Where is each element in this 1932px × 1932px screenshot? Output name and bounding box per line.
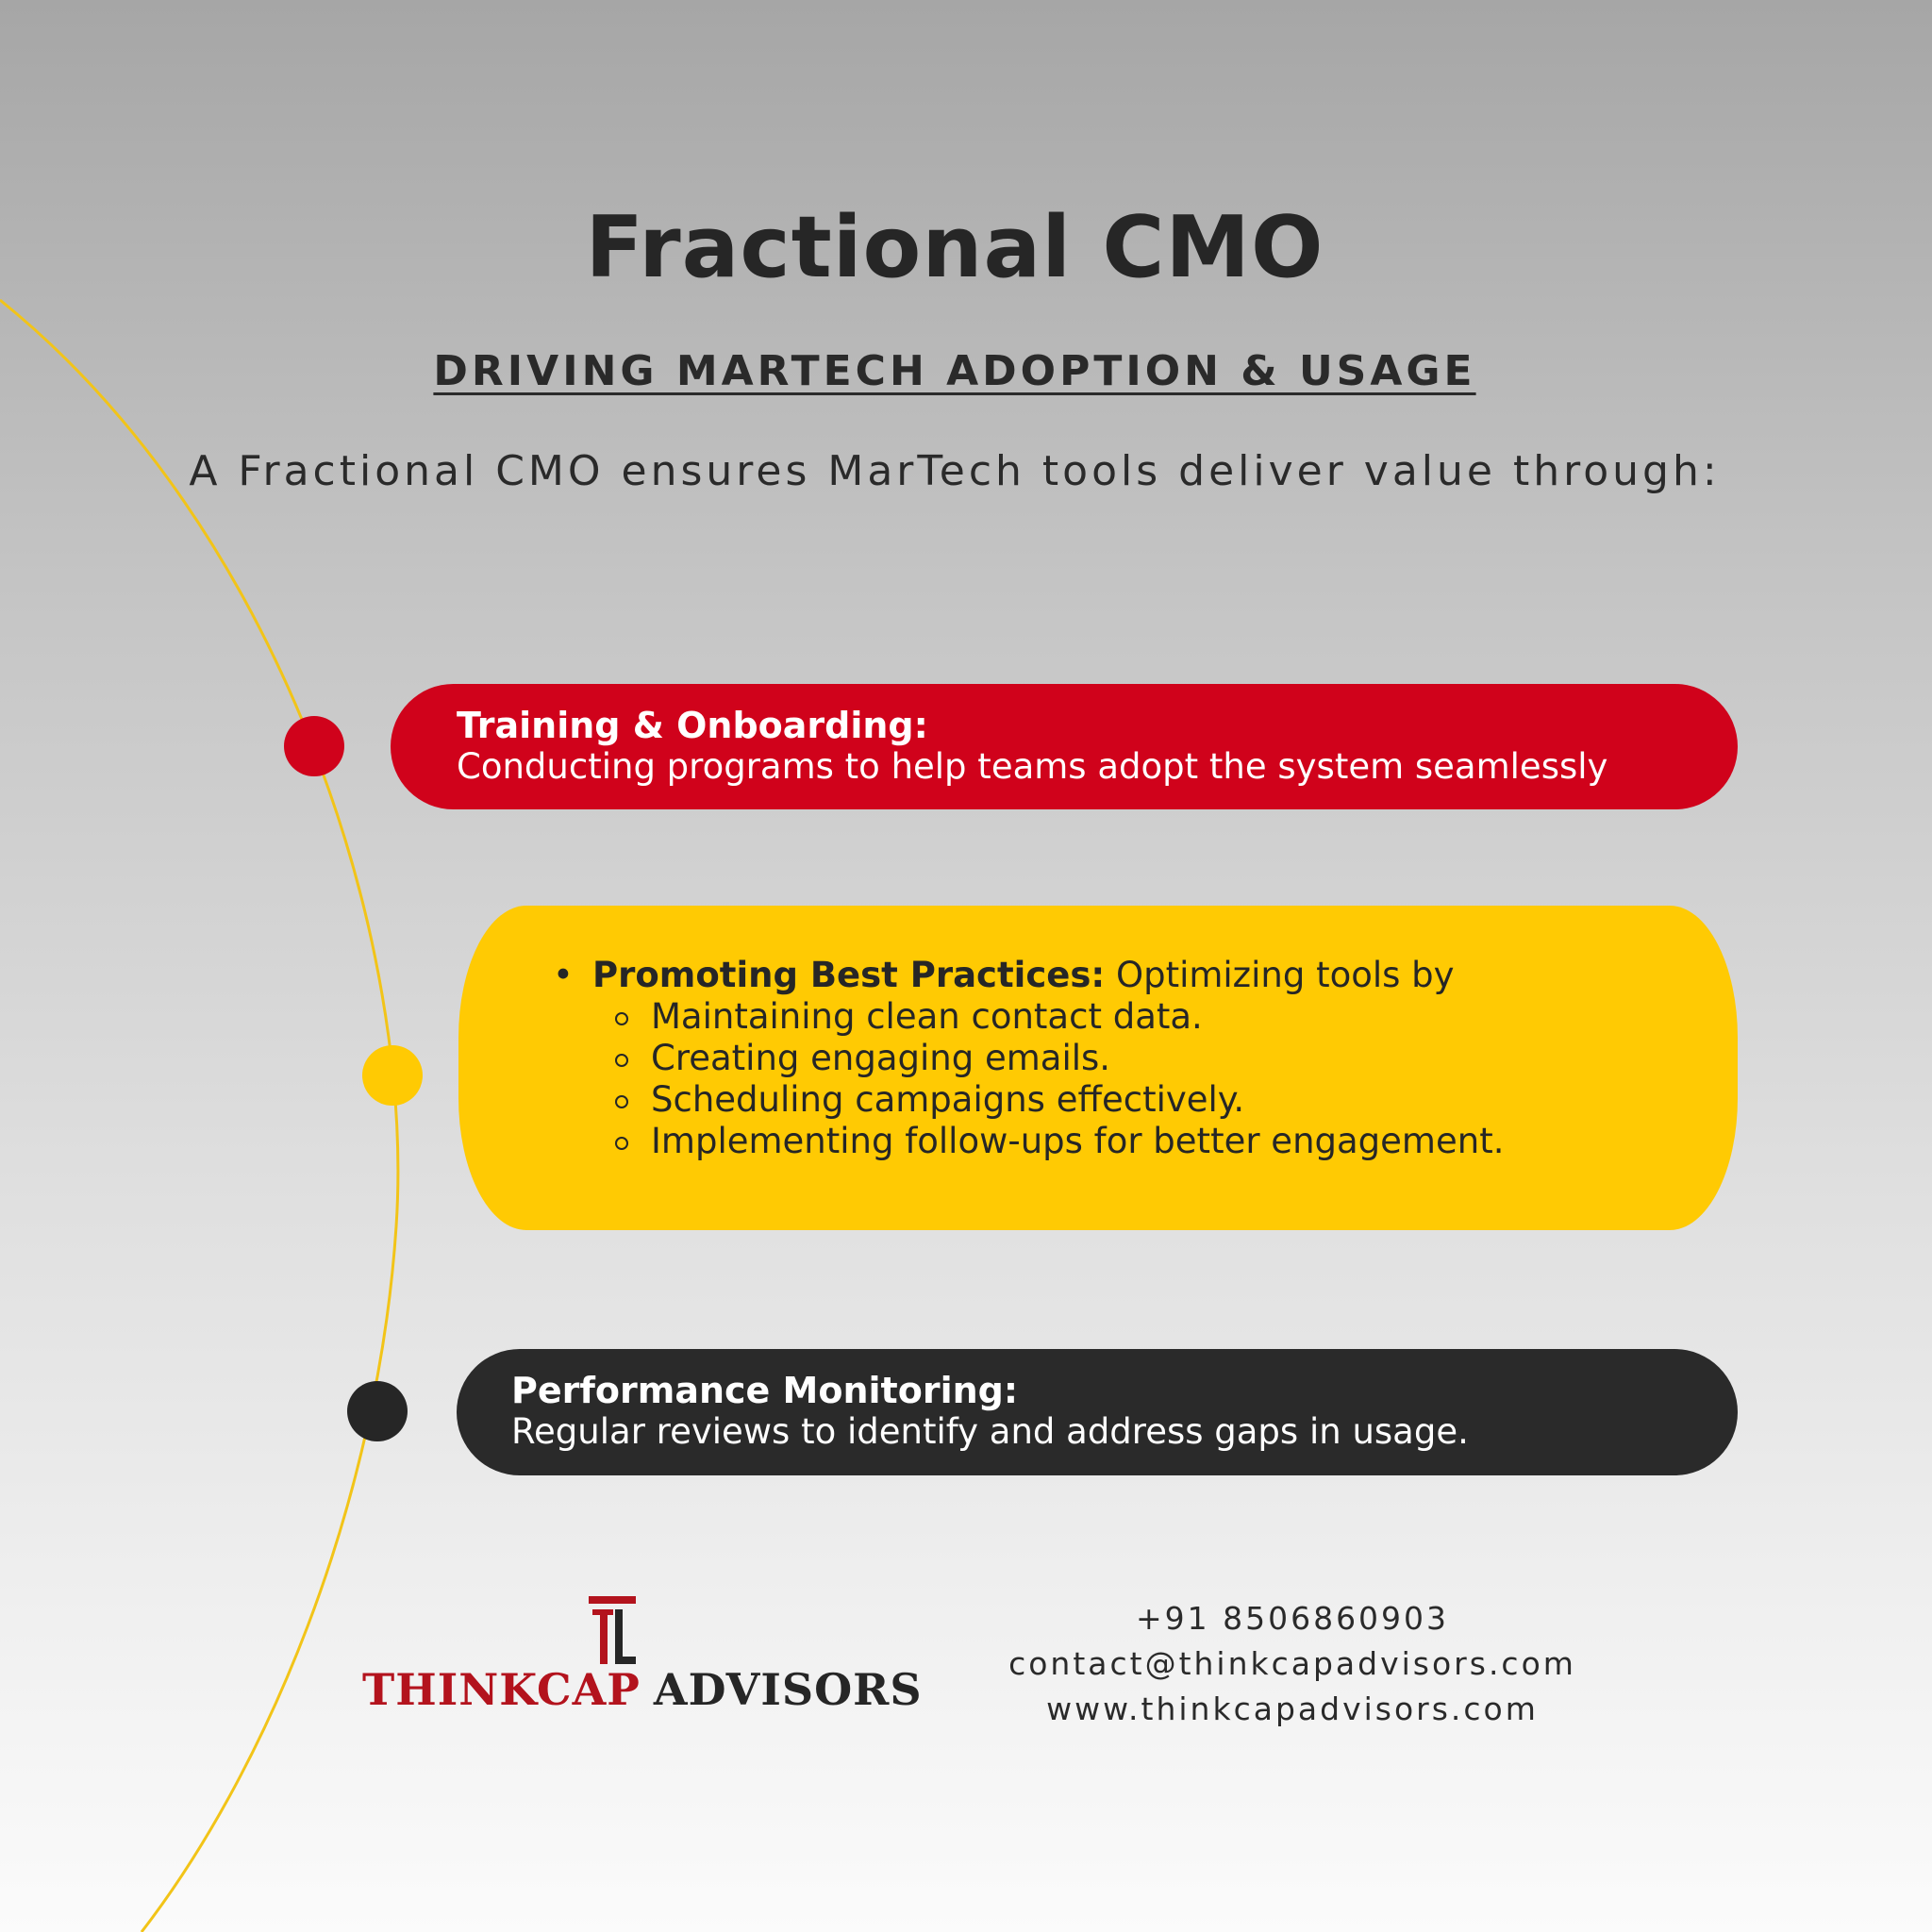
list-item: Scheduling campaigns effectively.	[615, 1079, 1738, 1121]
performance-heading: Performance Monitoring:	[511, 1370, 1019, 1411]
tc-monogram-icon	[589, 1596, 636, 1664]
contact-block	[1000, 1596, 1585, 1732]
training-body: Conducting programs to help teams adopt the system seamlessly	[457, 746, 1608, 787]
list-item: Creating engaging emails.	[615, 1038, 1738, 1079]
best-practices-card	[458, 906, 1738, 1230]
page-title: Fractional CMO	[585, 198, 1324, 297]
intro-text: A Fractional CMO ensures MarTech tools deliver value through:	[189, 447, 1721, 495]
performance-body: Regular reviews to identify and address gaps in usage.	[511, 1411, 1469, 1452]
timeline-dot-dark	[347, 1381, 408, 1441]
contact-website[interactable]: www.thinkcapadvisors.com	[1046, 1690, 1539, 1727]
contact-phone[interactable]: +91 8506860903	[1135, 1600, 1450, 1637]
brand-wordmark	[362, 1664, 923, 1715]
page-subtitle: DRIVING MARTECH ADOPTION & USAGE	[433, 347, 1476, 395]
training-card	[391, 684, 1738, 809]
brand-name-part2: ADVISORS	[653, 1664, 923, 1715]
list-item: Implementing follow-ups for better engagement.	[615, 1121, 1738, 1162]
brand-name-part1: THINKCAP	[362, 1664, 641, 1715]
best-practices-heading: Promoting Best Practices:	[592, 955, 1106, 995]
timeline-dot-red	[284, 716, 344, 776]
best-practices-sublist	[553, 996, 1738, 1162]
training-heading: Training & Onboarding:	[457, 705, 928, 746]
contact-email[interactable]: contact@thinkcapadvisors.com	[1008, 1645, 1576, 1682]
best-practices-body: Optimizing tools by	[1105, 955, 1455, 995]
best-practices-line	[553, 955, 1738, 996]
brand-logo	[362, 1596, 923, 1719]
bullet-marker: •	[553, 955, 574, 995]
list-item: Maintaining clean contact data.	[615, 996, 1738, 1038]
timeline-dot-yellow	[362, 1045, 423, 1106]
performance-card	[457, 1349, 1738, 1475]
